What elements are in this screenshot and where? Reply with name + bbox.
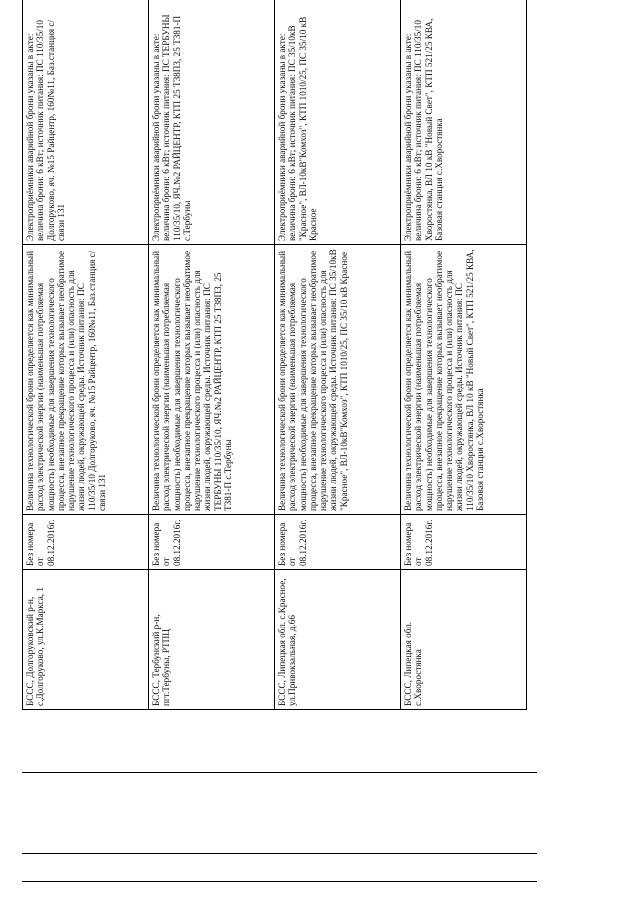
emergency-reserve-cell: Электроприёмники аварийной брони указаны в акте: величина брони: 6 кВт; источник питания: ПС 35/10кВ "Красное", ВЛ-10кВ"Комхоз", КТП 1010/25, ПС 35/10 кВ Красное xyxy=(275,0,401,245)
table-row xyxy=(149,0,275,710)
object-cell: БССС, Липецкая обл. с.Красное, ул.Привокзальная, д.66 xyxy=(275,570,401,710)
emergency-reserve-cell: Электроприёмники аварийной брони указаны в акте: величина брони: 6 кВт; источник питания: ПС 110/35/10 Хворостянка, ВЛ 10 кВ "Новый Свет", КТП 521/25 КВА, Базовая станция с.Хворостянка xyxy=(401,0,527,245)
object-cell: БССС, Долгоруковский р-н, с.Долгоруково, ул.К.Маркса, 1 xyxy=(23,570,149,710)
table-row xyxy=(23,0,149,710)
object-cell: БССС, Липецкая обл. с.Хворостянка xyxy=(401,570,527,710)
object-cell: БССС, Тербунский р-н, пгт.Тербуны, РТПЦ xyxy=(149,570,275,710)
tech-reserve-cell: Величина технологической брони определяется как минимальный расход электрической энергии (наименьшая потребляемая мощность) необходимые для завершения технологического процесса, внезапное прекращение которых вызывает необратимое нарушение технологического процесса и (или) опасность для жизни людей, окружающей среды. Источник питания: ПС 110/35/10 Долгоруково, яч. №15 Райцентр, 160№11, Баз.станция с/связи 131 xyxy=(23,245,149,515)
act-cell: Без номера от 08.12.2016г. xyxy=(149,515,275,570)
act-cell: Без номера от 08.12.2016г. xyxy=(401,515,527,570)
divider-line xyxy=(22,881,537,882)
divider-line xyxy=(22,853,537,854)
tech-reserve-cell: Величина технологической брони определяется как минимальный расход электрической энергии (наименьшая потребляемая мощность) необходимые для завершения технологического процесса, внезапное прекращение которых вызывает необратимое нарушение технологического процесса и (или) опасность для жизни людей, окружающей среды. Источник питания: ПС 110/35/10 Хворостянка, ВЛ 10 кВ "Новый Свет", КТП 521/25 КВА, Базовая станция с.Хворостянка xyxy=(401,245,527,515)
reservation-table xyxy=(22,0,527,710)
divider-line xyxy=(22,772,537,773)
act-cell: Без номера от 08.12.2016г. xyxy=(275,515,401,570)
table-row xyxy=(401,0,527,710)
emergency-reserve-cell: Электроприёмники аварийной брони указаны в акте: величина брони: 6 кВт; источник питания: ПС 110/35/10 Долгоруково, яч. №15 Райцентр, 160№11, Баз.станция с/связи 131 xyxy=(23,0,149,245)
act-cell: Без номера от 08.12.2016г. xyxy=(23,515,149,570)
tech-reserve-cell: Величина технологической брони определяется как минимальный расход электрической энергии (наименьшая потребляемая мощность) необходимые для завершения технологического процесса, внезапное прекращение которых вызывает необратимое нарушение технологического процесса и (или) опасность для жизни людей, окружающей среды. Источник питания: ПС 35/10кВ "Красное", ВЛ-10кВ"Комхоз", КТП 1010/25, ПС 35/10 кВ Красное xyxy=(275,245,401,515)
rotated-page xyxy=(22,0,527,710)
tech-reserve-cell: Величина технологической брони определяется как минимальный расход электрической энергии (наименьшая потребляемая мощность) необходимые для завершения технологического процесса, внезапное прекращение которых вызывает необратимое нарушение технологического процесса и (или) опасность для жизни людей, окружающей среды. Источник питания: ПС ТЕРБУНЫ 110/35/10, ЯЧ.№2 РАЙЦЕНТР, КТП 25 Т38ПЗ, 25 Т381-П с.Тербуны xyxy=(149,245,275,515)
emergency-reserve-cell: Электроприёмники аварийной брони указаны в акте: величина брони: 6 кВт; источник питания: ПС ТЕРБУНЫ 110/35/10, ЯЧ.№2 РАЙЦЕНТР, КТП 25 Т38ПЗ, 25 Т381-П с.Тербуны xyxy=(149,0,275,245)
table-row xyxy=(275,0,401,710)
